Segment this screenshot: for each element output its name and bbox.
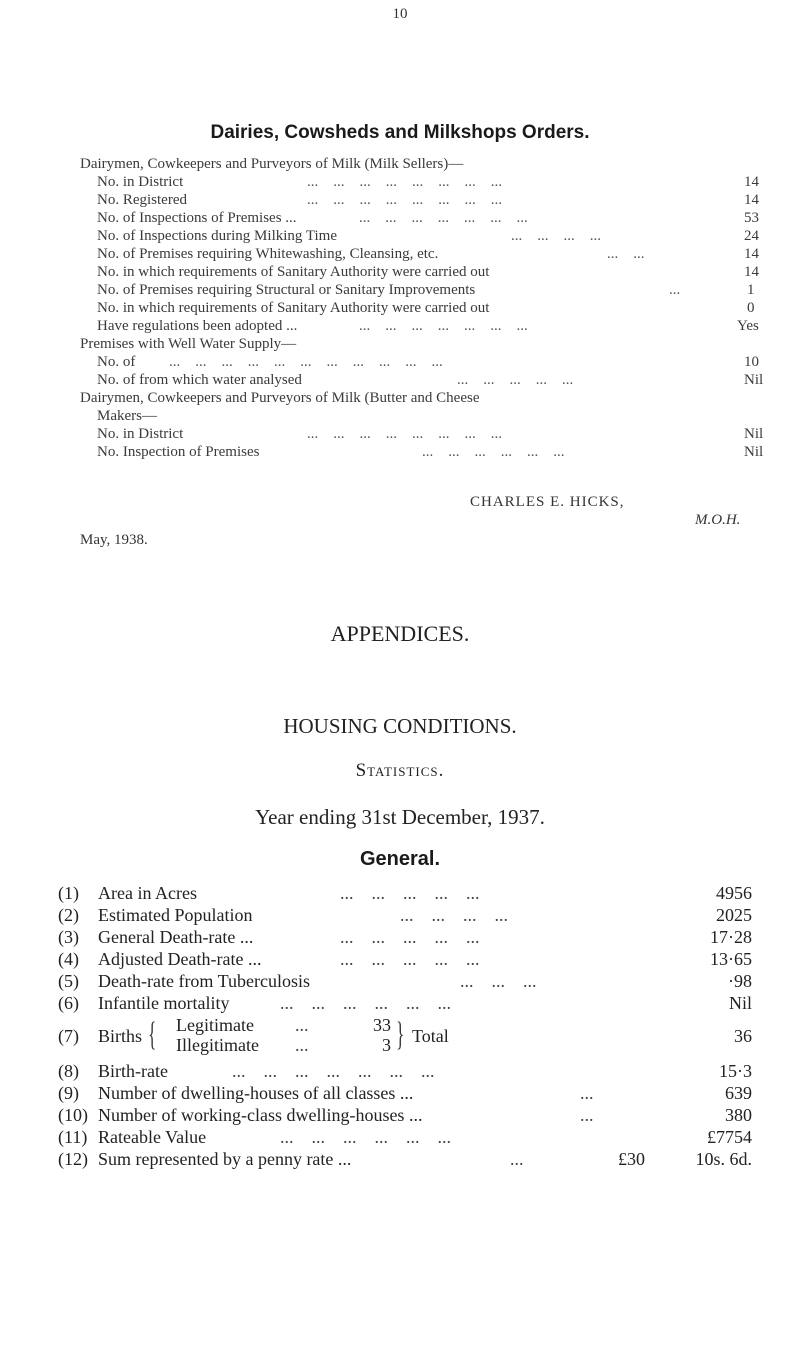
- general-row-value: 4956: [716, 883, 752, 903]
- dairy-row-value: 53: [744, 210, 759, 226]
- dairy-row: No. Registered ... ... ... ... ... ... ... ... 14: [97, 192, 759, 208]
- general-row-label: Rateable Value: [98, 1127, 207, 1147]
- dairy-row-label: No. in which requirements of Sanitary Authority were carried out: [97, 264, 490, 280]
- well-row-label: No. of from which water analysed: [97, 372, 302, 388]
- births-number: (7): [58, 1026, 79, 1046]
- general-row-value: £7754: [707, 1127, 752, 1147]
- total-label: Total: [412, 1026, 449, 1046]
- well-row: No. of ... ... ... ... ... ... ... ... ... ... ... 10: [97, 354, 759, 370]
- general-row: (4) Adjusted Death-rate ... ... ... ... ... ... 13·65: [58, 949, 752, 969]
- dairy-row-label: No. Registered: [97, 192, 187, 208]
- total-value: 36: [734, 1026, 752, 1046]
- general-row-value: 380: [725, 1105, 752, 1125]
- general-row: (11) Rateable Value ... ... ... ... ... ... £7754: [58, 1127, 752, 1147]
- butter-heading-cont: Makers—: [97, 408, 157, 424]
- dairy-row-value: 14: [744, 264, 759, 280]
- dairy-row: [97, 299, 757, 317]
- general-row-value: ·98: [728, 971, 752, 991]
- right-brace: }: [396, 1016, 405, 1053]
- dairy-row-value: 14: [744, 174, 759, 190]
- signature: CHARLES E. HICKS,: [470, 494, 625, 510]
- well-row: No. of from which water analysed ... ... ... ... ... Nil: [97, 372, 764, 388]
- dairy-row: Have regulations been adopted ... ... ... ... ... ... ... ... Yes: [97, 318, 759, 334]
- general-row-value: 13·65: [710, 949, 752, 969]
- dairy-row-label: No. of Inspections of Premises ...: [97, 210, 297, 226]
- butter-row-label: No. Inspection of Premises: [97, 444, 260, 460]
- general-row-value: 639: [725, 1083, 752, 1103]
- dairy-row-label: No. of Premises requiring Structural or Sanitary Improvements: [97, 282, 476, 298]
- signature-title: M.O.H.: [695, 512, 741, 528]
- butter-row-label: No. in District: [97, 426, 184, 442]
- illegitimate-label: Illegitimate: [176, 1035, 259, 1055]
- general-row-number: (11): [58, 1127, 88, 1147]
- general-row-number: (9): [58, 1083, 79, 1103]
- dairymen-heading: Dairymen, Cowkeepers and Purveyors of Milk (Milk Sellers)—: [80, 156, 464, 172]
- butter-row-value: Nil: [744, 426, 764, 442]
- well-row-label: No. of: [97, 354, 136, 370]
- penny-rate-label: Sum represented by a penny rate ...: [98, 1149, 352, 1169]
- general-row-number: (4): [58, 949, 79, 969]
- general-row: (6) Infantile mortality ... ... ... ... ... ... Nil: [58, 993, 752, 1013]
- general-row-label: Infantile mortality: [98, 993, 230, 1013]
- butter-row: No. in District ... ... ... ... ... ... ... ... Nil: [97, 426, 764, 442]
- general-row-label: Number of working-class dwelling-houses ...: [98, 1105, 423, 1125]
- general-row-label: Number of dwelling-houses of all classes ...: [98, 1083, 414, 1103]
- penny-rate-shillings: 10s. 6d.: [695, 1149, 752, 1169]
- dairy-row-value: 24: [744, 228, 759, 244]
- general-row-label: Birth-rate: [98, 1061, 168, 1081]
- births-row: (7) Births { Legitimate ... 33 Illegitimate ... 3 } Total 36: [58, 1015, 752, 1055]
- butter-row-value: Nil: [744, 444, 764, 460]
- general-row-label: Death-rate from Tuberculosis: [98, 971, 310, 991]
- general-row: (2) Estimated Population ... ... ... ... 2025: [58, 905, 752, 925]
- general-row-number: (5): [58, 971, 79, 991]
- dairy-row-label: No. in District: [97, 174, 184, 190]
- dairy-row-label: Have regulations been adopted ...: [97, 318, 298, 334]
- general-row-value: 17·28: [710, 927, 752, 947]
- dairy-row-label: No. of Premises requiring Whitewashing, Cleansing, etc.: [97, 246, 439, 262]
- butter-row: No. Inspection of Premises ... ... ... ... ... ... Nil: [97, 444, 764, 460]
- general-row: (9) Number of dwelling-houses of all classes ... ... 639: [58, 1083, 752, 1103]
- general-row-number: (2): [58, 905, 79, 925]
- general-row-label: Adjusted Death-rate ...: [98, 949, 262, 969]
- dairy-row-value: Yes: [737, 318, 759, 334]
- report-date: May, 1938.: [80, 532, 148, 548]
- general-row-number: (1): [58, 883, 79, 903]
- left-brace: {: [148, 1016, 157, 1053]
- births-label: Births: [98, 1026, 143, 1046]
- year-heading: Year ending 31st December, 1937.: [255, 805, 545, 829]
- dairy-row: No. of Inspections of Premises ... ... ... ... ... ... ... ... 53: [97, 210, 759, 226]
- well-heading: Premises with Well Water Supply—: [80, 336, 297, 352]
- dairy-row: No. of Premises requiring Structural or Sanitary Improvements ... 1: [97, 282, 755, 298]
- general-row-value: 15·3: [719, 1061, 752, 1081]
- general-row-number: (3): [58, 927, 79, 947]
- general-row-number: (8): [58, 1061, 79, 1081]
- dairy-row-value: 1: [747, 282, 755, 298]
- dairy-row-label: No. of Inspections during Milking Time: [97, 228, 338, 244]
- butter-heading: Dairymen, Cowkeepers and Purveyors of Milk (Butter and Cheese: [80, 390, 480, 406]
- dairy-row-value: 0: [747, 300, 755, 316]
- penny-rate-number: (12): [58, 1149, 88, 1169]
- general-row-value: Nil: [728, 993, 752, 1013]
- general-row-value: 2025: [716, 905, 752, 925]
- page-number: 10: [392, 6, 408, 22]
- housing-heading: HOUSING CONDITIONS.: [283, 714, 517, 738]
- dairy-row-value: 14: [744, 246, 759, 262]
- legitimate-label: Legitimate: [176, 1015, 254, 1035]
- general-row-number: (10): [58, 1105, 88, 1125]
- general-row-label: Area in Acres: [98, 883, 197, 903]
- general-heading: General.: [359, 848, 441, 870]
- penny-rate-pounds: £30: [618, 1149, 645, 1169]
- general-row: (1) Area in Acres ... ... ... ... ... 4956: [58, 883, 752, 903]
- general-row: (5) Death-rate from Tuberculosis ... ... ... ·98: [58, 971, 752, 991]
- well-row-value: Nil: [744, 372, 764, 388]
- dairy-row: [97, 263, 757, 281]
- illegitimate-value: 3: [382, 1035, 391, 1055]
- general-row-label: Estimated Population: [98, 905, 253, 925]
- legitimate-value: 33: [373, 1015, 391, 1035]
- general-row: (10) Number of working-class dwelling-houses ... ... 380: [58, 1105, 752, 1125]
- dairy-row: No. of Inspections during Milking Time ... ... ... ... 24: [97, 228, 759, 244]
- general-row-number: (6): [58, 993, 79, 1013]
- appendices-heading: APPENDICES.: [330, 621, 470, 646]
- well-row-value: 10: [744, 354, 759, 370]
- dairy-row-value: 14: [744, 192, 759, 208]
- dairy-row: No. in District ... ... ... ... ... ... ... ... 14: [97, 174, 759, 190]
- general-row-label: General Death-rate ...: [98, 927, 254, 947]
- dairy-row-label: No. in which requirements of Sanitary Authority were carried out: [97, 300, 490, 316]
- general-row: (8) Birth-rate ... ... ... ... ... ... ... 15·3: [58, 1061, 752, 1081]
- general-row: (3) General Death-rate ... ... ... ... ... ... 17·28: [58, 927, 752, 947]
- statistics-heading: Statistics.: [355, 760, 445, 781]
- dairy-row: No. of Premises requiring Whitewashing, Cleansing, etc. ... ... 14: [97, 246, 759, 262]
- section-title: Dairies, Cowsheds and Milkshops Orders.: [210, 122, 590, 143]
- penny-rate-row: (12) Sum represented by a penny rate ... ... £30 10s. 6d.: [58, 1149, 752, 1169]
